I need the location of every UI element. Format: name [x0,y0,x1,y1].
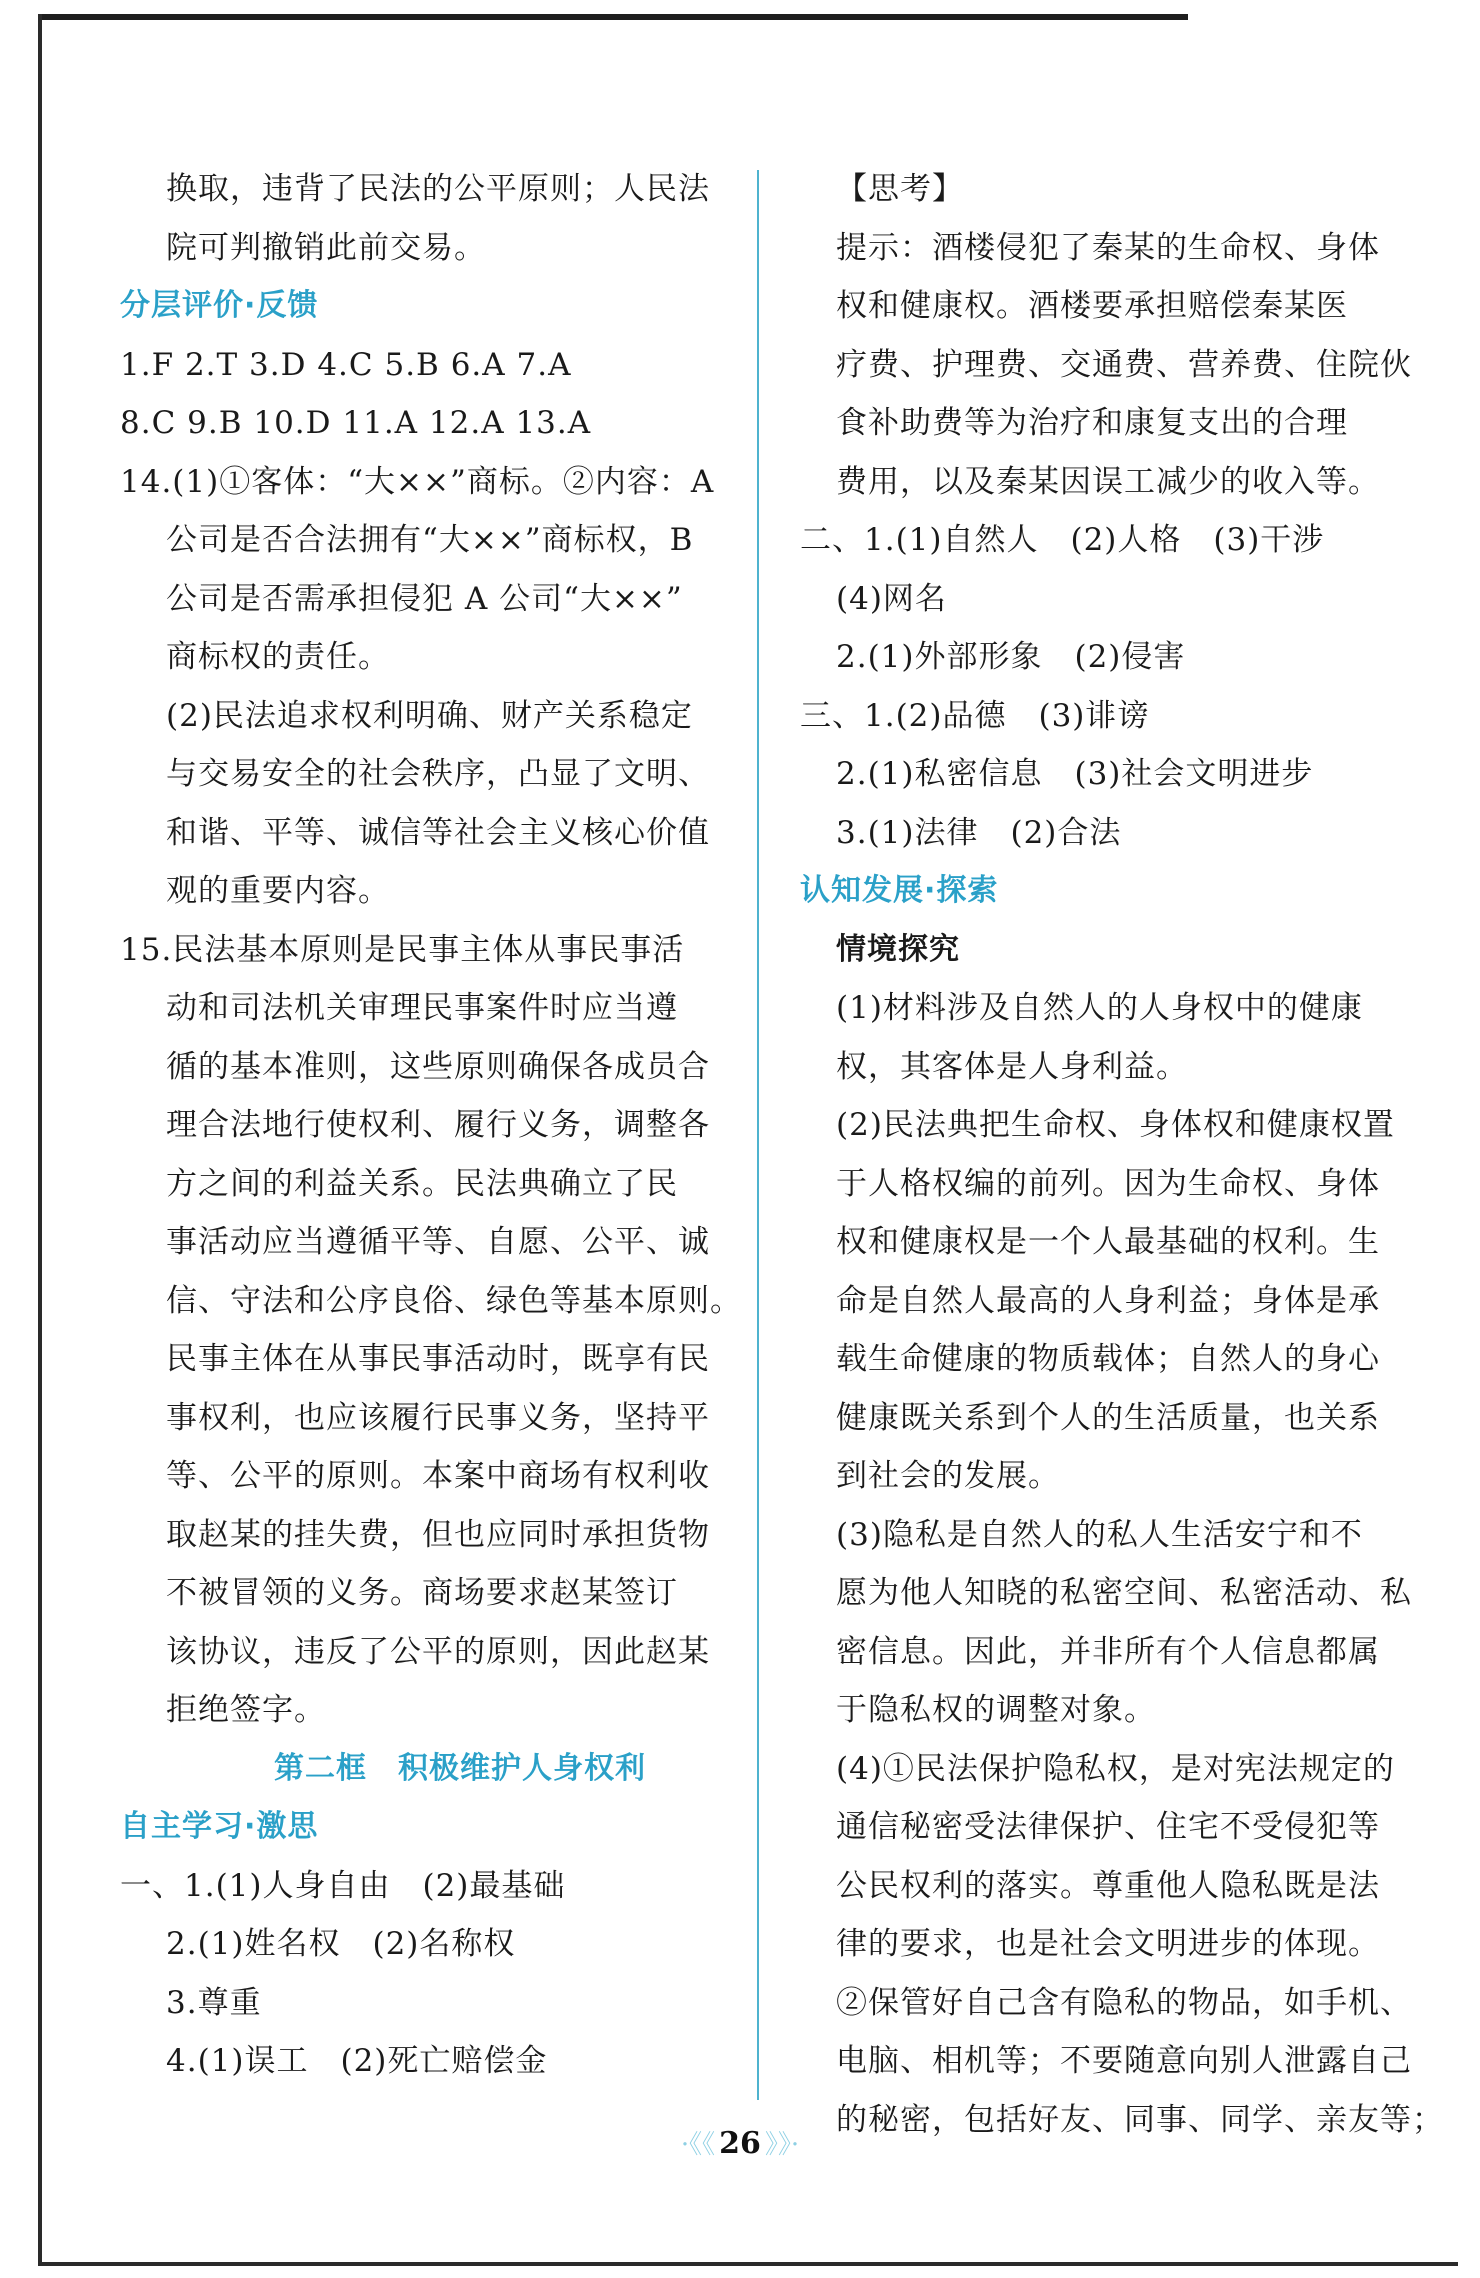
inquiry-line: 于人格权编的前列。因为生命权、身体 [836,1165,1380,1202]
left-column [120,160,740,2091]
q15-line: 动和司法机关审理民事案件时应当遵 [166,990,678,1026]
inquiry-line: ②保管好自己含有隐私的物品，如手机、 [836,1984,1412,2021]
page-edge-bottom [38,2262,1458,2266]
inquiry-line: 载生命健康的物质载体；自然人的身心 [836,1341,1380,1377]
answer-line: (4)网名 [836,580,947,617]
answer-line: 4.(1)误工 (2)死亡赔偿金 [166,2043,548,2079]
inquiry-line: 命是自然人最高的人身利益；身体是承 [836,1282,1380,1319]
inquiry-line: 律的要求，也是社会文明进步的体现。 [836,1926,1380,1962]
inquiry-line: 公民权利的落实。尊重他人隐私既是法 [836,1867,1380,1904]
right-column [800,160,1444,2149]
think-line: 费用，以及秦某因误工减少的收入等。 [836,463,1380,500]
inquiry-line: 密信息。因此，并非所有个人信息都属 [836,1633,1380,1670]
inquiry-line: 的秘密，包括好友、同事、同学、亲友等； [836,2101,1444,2138]
inquiry-line: 于隐私权的调整对象。 [836,1692,1156,1728]
q14-line: 观的重要内容。 [166,873,390,909]
page-number [0,2124,1480,2161]
q14-line: 商标权的责任。 [166,639,390,675]
answer-row: 8.C 9.B 10.D 11.A 12.A 13.A [120,405,592,441]
answer-line: 二、1.(1)自然人 (2)人格 (3)干涉 [800,522,1325,558]
q14-line: 公司是否合法拥有“大××”商标权，B [166,522,694,558]
section-heading: 认知发展·探索 [800,873,999,908]
inquiry-line: 健康既关系到个人的生活质量，也关系 [836,1399,1380,1436]
q14-line: (2)民法追求权利明确、财产关系稳定 [166,697,693,734]
q14-line: 公司是否需承担侵犯 A 公司“大××” [166,580,683,617]
q15-line: 民事主体在从事民事活动时，既享有民 [166,1341,710,1377]
q14-line: 与交易安全的社会秩序，凸显了文明、 [166,756,710,792]
inquiry-line: 到社会的发展。 [836,1458,1060,1494]
q15-line: 15.民法基本原则是民事主体从事民事活 [120,931,685,968]
inquiry-line: (2)民法典把生命权、身体权和健康权置 [836,1107,1395,1143]
frame-title: 第二框 积极维护人身权利 [274,1750,646,1786]
answer-line: 3.(1)法律 (2)合法 [836,814,1122,851]
think-heading: 【思考】 [836,171,964,207]
answer-row: 1.F 2.T 3.D 4.C 5.B 6.A 7.A [120,346,572,383]
q14-line: 和谐、平等、诚信等社会主义核心价值 [166,814,710,851]
q15-line: 方之间的利益关系。民法典确立了民 [166,1165,678,1202]
text-line: 院可判撤销此前交易。 [166,229,486,266]
inquiry-line: 权，其客体是人身利益。 [836,1048,1188,1085]
inquiry-line: 愿为他人知晓的私密空间、私密活动、私 [836,1575,1412,1611]
answer-line: 2.(1)外部形象 (2)侵害 [836,639,1186,675]
page-edge-top [38,14,1188,20]
q15-line: 不被冒领的义务。商场要求赵某签订 [166,1575,678,1611]
subsection-heading: 情境探究 [836,931,960,967]
q15-line: 循的基本准则，这些原则确保各成员合 [166,1048,710,1085]
inquiry-line: (4)①民法保护隐私权，是对宪法规定的 [836,1750,1395,1787]
q15-line: 拒绝签字。 [166,1692,326,1728]
q14-line: 14.(1)①客体：“大××”商标。②内容：A [120,463,715,500]
answer-line: 3.尊重 [166,1984,262,2021]
q15-line: 事权利，也应该履行民事义务，坚持平 [166,1399,710,1436]
page-edge-left [38,14,42,2264]
q15-line: 等、公平的原则。本案中商场有权利收 [166,1458,710,1494]
page-number-decoration-left: ·《《 [680,2130,716,2160]
think-line: 提示：酒楼侵犯了秦某的生命权、身体 [836,229,1380,266]
answer-line: 一、1.(1)人身自由 (2)最基础 [120,1867,566,1904]
answer-line: 2.(1)私密信息 (3)社会文明进步 [836,756,1314,792]
q15-line: 信、守法和公序良俗、绿色等基本原则。 [166,1282,742,1319]
inquiry-line: 权和健康权是一个人最基础的权利。生 [836,1224,1380,1260]
inquiry-line: (3)隐私是自然人的私人生活安宁和不 [836,1516,1363,1553]
q15-line: 理合法地行使权利、履行义务，调整各 [166,1107,710,1143]
q15-line: 取赵某的挂失费，但也应同时承担货物 [166,1516,710,1553]
answer-line: 三、1.(2)品德 (3)诽谤 [800,697,1150,734]
page-number-decoration-right: 》》· [764,2130,800,2160]
q15-line: 事活动应当遵循平等、自愿、公平、诚 [166,1224,710,1260]
page-number-value: 26 [719,2126,761,2161]
section-heading: 分层评价·反馈 [120,288,319,323]
inquiry-line: 通信秘密受法律保护、住宅不受侵犯等 [836,1809,1380,1845]
q15-line: 该协议，违反了公平的原则，因此赵某 [166,1633,710,1670]
think-line: 权和健康权。酒楼要承担赔偿秦某医 [836,288,1348,324]
section-heading: 自主学习·激思 [120,1809,319,1844]
inquiry-line: 电脑、相机等；不要随意向别人泄露自己 [836,2043,1412,2079]
answer-line: 2.(1)姓名权 (2)名称权 [166,1926,516,1962]
think-line: 食补助费等为治疗和康复支出的合理 [836,405,1348,441]
column-divider [757,170,759,2100]
text-line: 换取，违背了民法的公平原则；人民法 [166,171,710,207]
think-line: 疗费、护理费、交通费、营养费、住院伙 [836,346,1412,383]
inquiry-line: (1)材料涉及自然人的人身权中的健康 [836,990,1363,1026]
